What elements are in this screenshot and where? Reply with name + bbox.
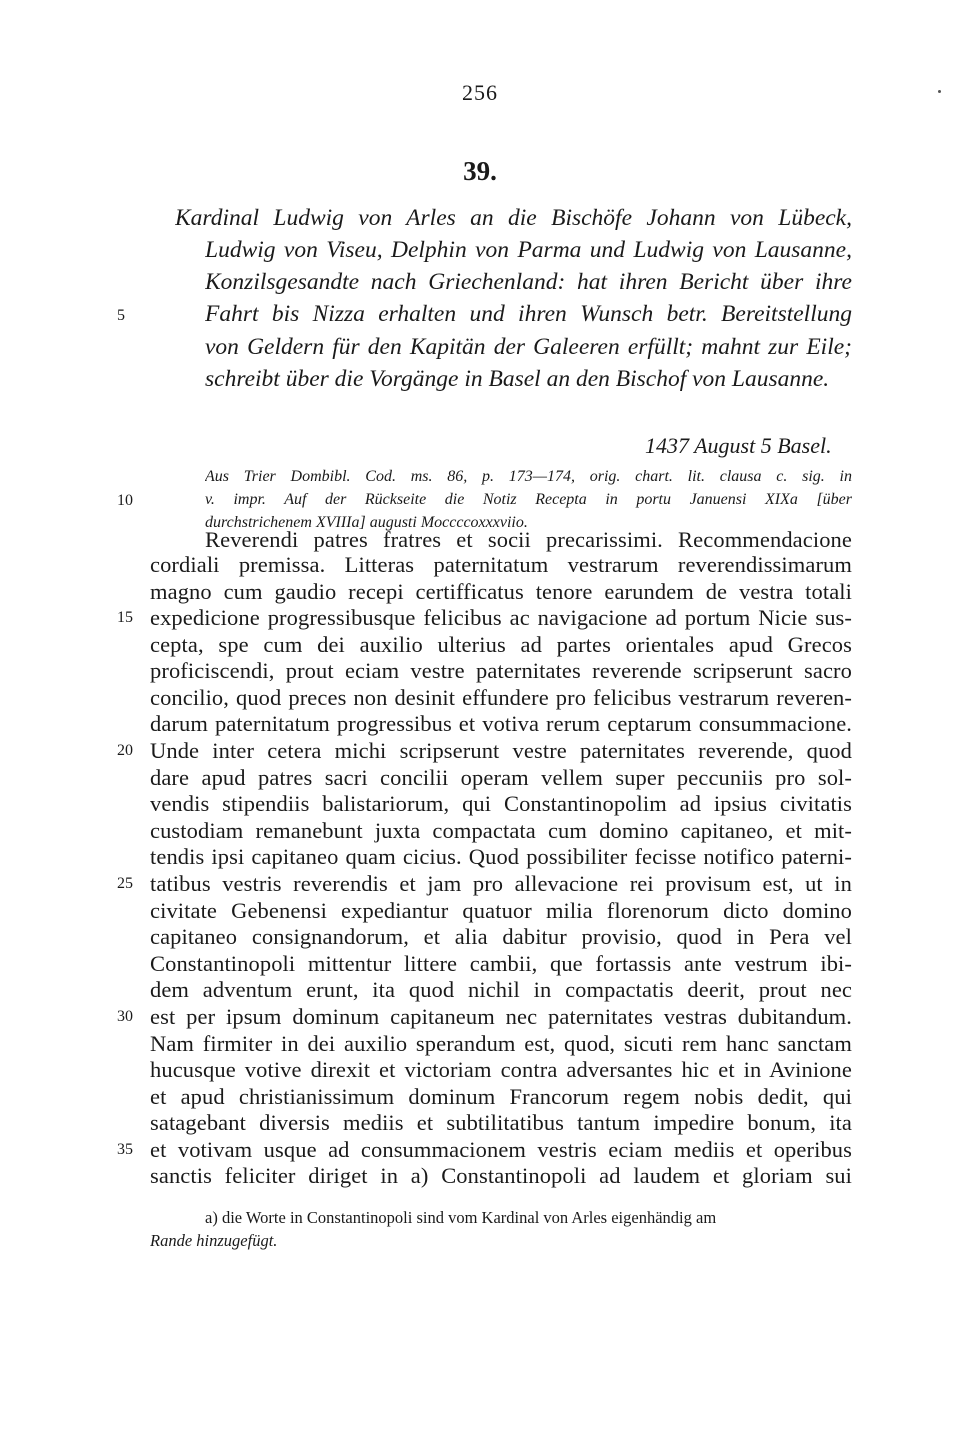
body-line: Unde inter cetera michi scripserunt vestre paternitates reverende, quod	[150, 738, 852, 763]
line-number: 15	[117, 609, 133, 626]
line-number: 5	[117, 307, 125, 324]
source-line: Aus Trier Dombibl. Cod. ms. 86, p. 173—174, orig. chart. lit. clausa c. sig. in	[205, 468, 852, 485]
body-line: sanctis feliciter diriget in a) Constantinopoli ad laudem et gloriam sui	[150, 1163, 852, 1188]
body-line: custodiam remanebunt juxta compactata cum domino capitaneo, et mit-	[150, 818, 852, 843]
footnote-line: a) die Worte in Constantinopoli sind vom Kardinal von Arles eigenhändig am	[205, 1208, 717, 1227]
body-line: proficiscendi, prout eciam vestre paternitates reverende scripserunt sacro	[150, 658, 852, 683]
summary-line: Kardinal Ludwig von Arles an die Bischöfe Johann von Lübeck,	[175, 205, 852, 231]
body-line: vendis stipendiis balistariorum, qui Constantinopolim ad ipsius civitatis	[150, 791, 852, 816]
line-number: 10	[117, 492, 133, 509]
line-number: 30	[117, 1008, 133, 1025]
line-number: 20	[117, 742, 133, 759]
body-line: dem adventum erunt, ita quod nichil in compactatis deerit, prout nec	[150, 977, 852, 1002]
source-line: durchstrichenem XVIIIa] augusti Moccccoxxxviio.	[205, 514, 528, 531]
body-line: est per ipsum dominum capitaneum nec paternitates vestras dubitandum.	[150, 1004, 852, 1029]
body-line: satagebant diversis mediis et subtilitatibus tantum impedire bonum, ita	[150, 1110, 852, 1135]
body-line: capitaneo consignandorum, et alia dabitur provisio, quod in Pera vel	[150, 924, 852, 949]
summary-line: Konzilsgesandte nach Griechenland: hat ihren Bericht über ihre	[205, 269, 852, 295]
body-line: Reverendi patres fratres et socii precarissimi. Recommendacione	[205, 527, 852, 552]
body-line: civitate Gebenensi expediantur quatuor milia florenorum dicto domino	[150, 898, 852, 923]
body-line: cepta, spe cum dei auxilio ulterius ad partes orientales apud Grecos	[150, 632, 852, 657]
footnote-line: Rande hinzugefügt.	[150, 1231, 278, 1250]
body-line: Constantinopoli mittentur littere cambii, que fortassis ante vestrum ibi-	[150, 951, 852, 976]
summary-line: Fahrt bis Nizza erhalten und ihren Wunsch betr. Bereitstellung	[205, 301, 852, 327]
line-number: 25	[117, 875, 133, 892]
body-line: cordiali premissa. Litteras paternitatum vestrarum reverendissimarum	[150, 552, 852, 577]
body-line: et votivam usque ad consummacionem vestris eciam mediis et operibus	[150, 1137, 852, 1162]
source-line: v. impr. Auf der Rückseite die Notiz Recepta in portu Januensi XIXa [über	[205, 491, 852, 508]
document-number: 39.	[463, 156, 497, 186]
summary-line: von Geldern für den Kapitän der Galeeren erfüllt; mahnt zur Eile;	[205, 334, 852, 360]
body-line: concilio, quod preces non desinit effundere pro felicibus vestrarum reveren-	[150, 685, 852, 710]
body-line: hucusque votive direxit et victoriam contra adversantes hic et in Avinione	[150, 1057, 852, 1082]
page-number: 256	[462, 80, 498, 105]
body-line: darum paternitatum progressibus et votiva rerum ceptarum consummacione.	[150, 711, 852, 736]
body-line: et apud christianissimum dominum Francorum regem nobis dedit, qui	[150, 1084, 852, 1109]
date-line: 1437 August 5 Basel.	[645, 433, 832, 458]
body-line: magno cum gaudio recepi certifficatus tenore earundem de vestra totali	[150, 579, 852, 604]
body-line: Nam firmiter in dei auxilio sperandum est, quod, sicuti rem hanc sanctam	[150, 1031, 852, 1056]
margin-mark	[938, 90, 941, 93]
body-line: tatibus vestris reverendis et jam pro allevacione rei provisum est, ut in	[150, 871, 852, 896]
summary-line: schreibt über die Vorgänge in Basel an den Bischof von Lausanne.	[205, 366, 830, 392]
body-line: tendis ipsi capitaneo quam cicius. Quod possibiliter fecisse notifico paterni-	[150, 844, 852, 869]
body-line: dare apud patres sacri concilii operam vellem super peccuniis pro sol-	[150, 765, 852, 790]
summary-line: Ludwig von Viseu, Delphin von Parma und Ludwig von Lausanne,	[205, 237, 852, 263]
body-line: expedicione progressibusque felicibus ac navigacione ad portum Nicie sus-	[150, 605, 852, 630]
line-number: 35	[117, 1141, 133, 1158]
